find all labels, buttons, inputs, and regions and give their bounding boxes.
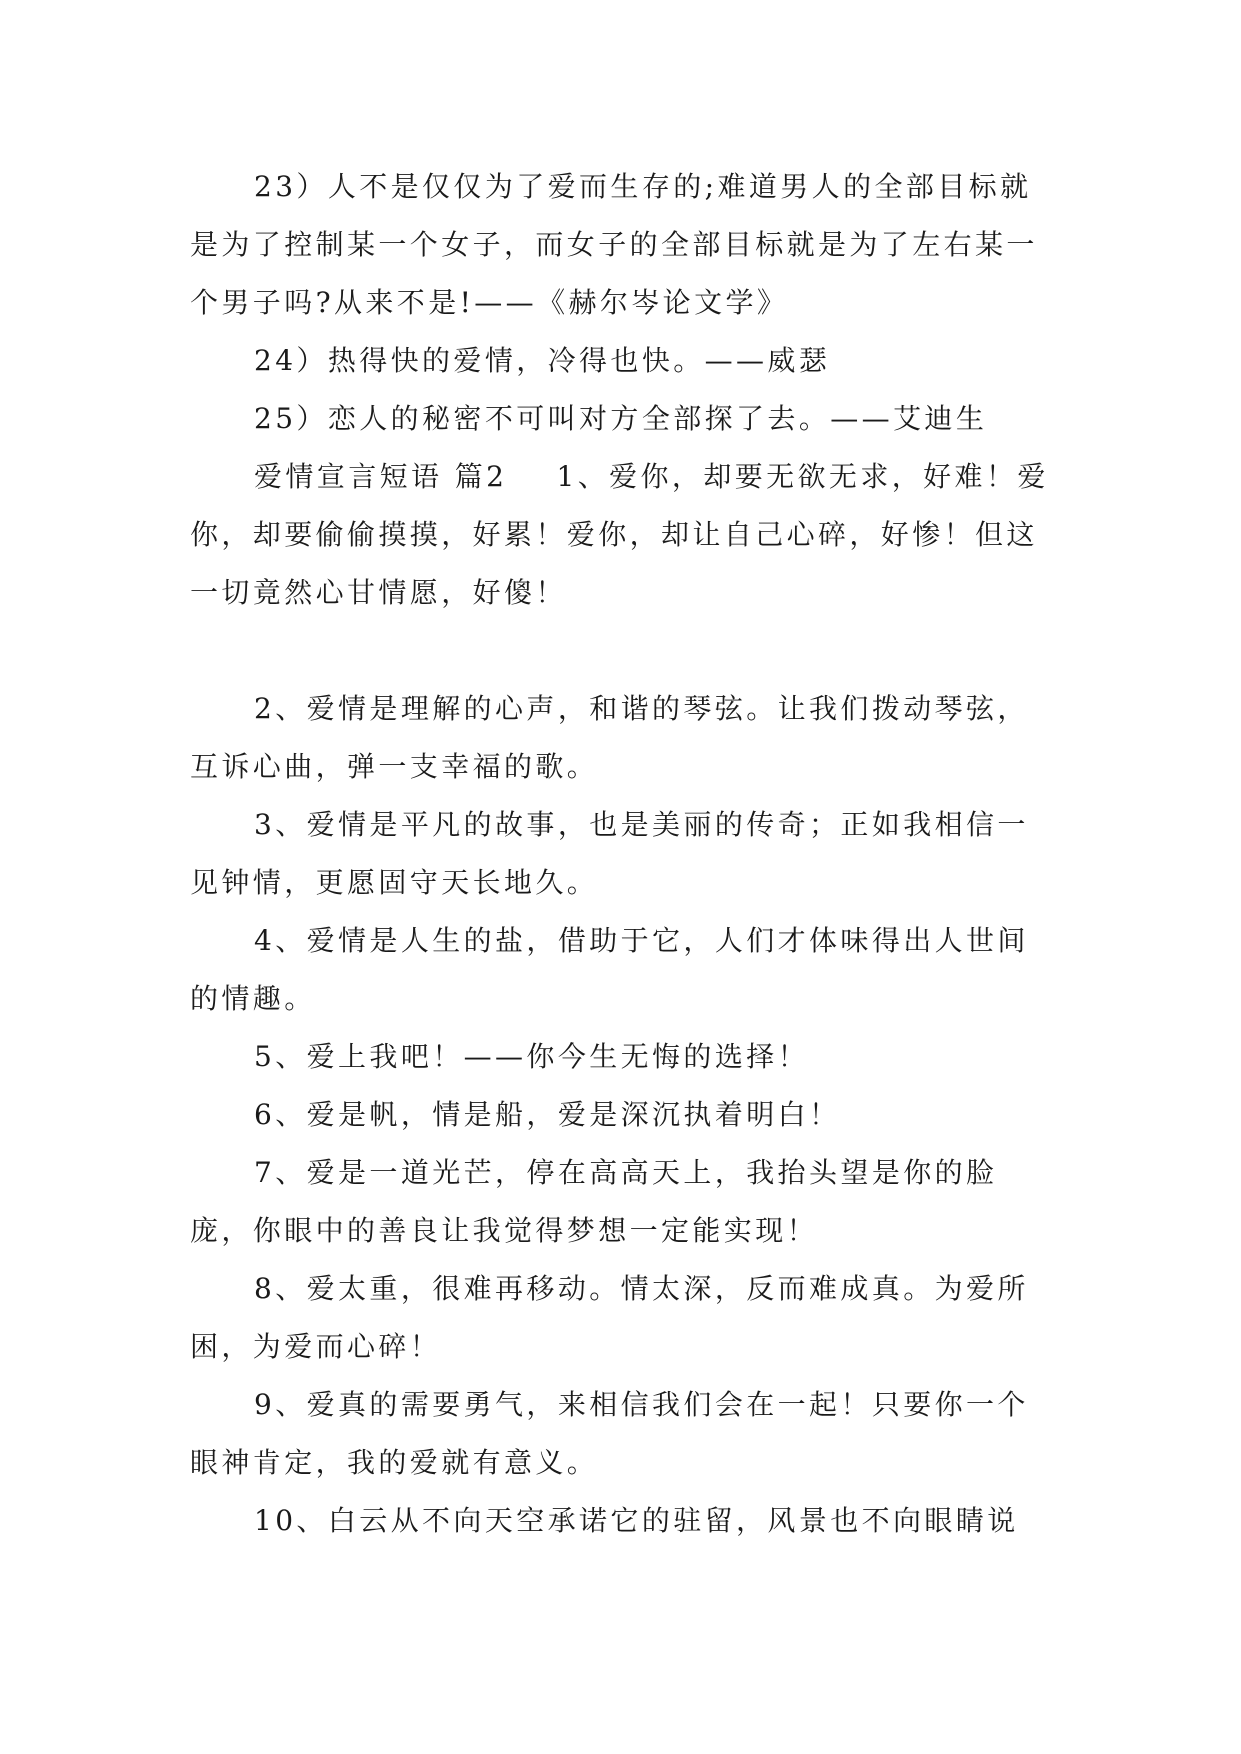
paragraph-10: 10、白云从不向天空承诺它的驻留，风景也不向眼睛说 [254, 1504, 1019, 1537]
section-heading-paragraph: 爱情宣言短语 篇2 1、爱你，却要无欲无求，好难！爱你，却要偷偷摸摸，好累！爱你，却让自己心碎，好惨！但这一切竟然心甘情愿，好傻！ [190, 460, 1049, 609]
document-body [190, 158, 1058, 1550]
paragraph-7: 7、爱是一道光芒，停在高高天上，我抬头望是你的脸庞，你眼中的善良让我觉得梦想一定能实现！ [190, 1156, 998, 1247]
paragraph-3: 3、爱情是平凡的故事，也是美丽的传奇；正如我相信一见钟情，更愿固守天长地久。 [190, 808, 1029, 899]
paragraph-9: 9、爱真的需要勇气，来相信我们会在一起！只要你一个眼神肯定，我的爱就有意义。 [190, 1388, 1029, 1479]
paragraph-5: 5、爱上我吧！——你今生无悔的选择！ [254, 1040, 810, 1073]
paragraph-23: 23）人不是仅仅为了爱而生存的;难道男人的全部目标就是为了控制某一个女子，而女子的全部目标就是为了左右某一个男子吗?从来不是!——《赫尔岑论文学》 [190, 170, 1038, 319]
paragraph-8: 8、爱太重，很难再移动。情太深，反而难成真。为爱所困，为爱而心碎！ [190, 1272, 1029, 1363]
paragraph-24: 24）热得快的爱情，冷得也快。——威瑟 [254, 344, 831, 377]
paragraph-4: 4、爱情是人生的盐，借助于它，人们才体味得出人世间的情趣。 [190, 924, 1029, 1015]
paragraph-6: 6、爱是帆，情是船，爱是深沉执着明白！ [254, 1098, 841, 1131]
paragraph-2: 2、爱情是理解的心声，和谐的琴弦。让我们拨动琴弦，互诉心曲，弹一支幸福的歌。 [190, 692, 1029, 783]
paragraph-25: 25）恋人的秘密不可叫对方全部探了去。——艾迪生 [254, 402, 988, 435]
paragraph-spacer [190, 622, 1058, 680]
